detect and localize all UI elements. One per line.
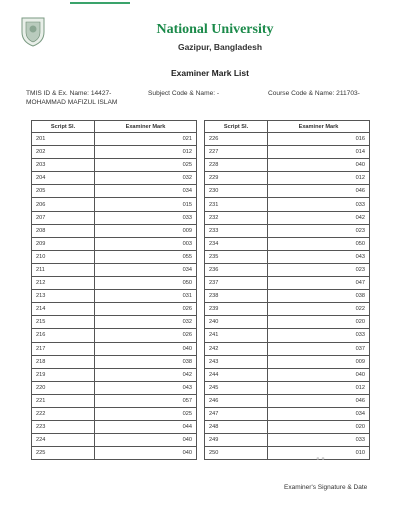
script-serial-cell: 213 [32,290,95,303]
table-row [205,407,370,420]
table-row [205,381,370,394]
table-row [32,434,197,447]
table-row [32,185,197,198]
table-row [205,198,370,211]
table-row [205,434,370,447]
column-header-script: Script Sl. [205,121,268,133]
examiner-mark-cell: 050 [95,277,197,290]
examiner-mark-cell: 038 [95,355,197,368]
script-serial-cell: 245 [205,381,268,394]
marks-table-left [31,120,197,460]
script-serial-cell: 205 [32,185,95,198]
table-row [205,290,370,303]
university-name: National University [156,22,274,37]
examiner-mark-cell: 025 [95,159,197,172]
examiner-mark-cell: 042 [95,368,197,381]
script-serial-cell: 232 [205,211,268,224]
script-serial-cell: 221 [32,394,95,407]
script-serial-cell: 229 [205,172,268,185]
examiner-mark-cell: 014 [268,146,370,159]
header-accent-line [70,2,130,4]
examiner-mark-cell: 034 [95,263,197,276]
table-row [32,250,197,263]
examiner-mark-cell: 009 [268,355,370,368]
examiner-mark-cell: 040 [95,342,197,355]
examiner-mark-cell: 057 [95,394,197,407]
table-row [205,159,370,172]
script-serial-cell: 239 [205,303,268,316]
script-serial-cell: 220 [32,381,95,394]
table-row [32,224,197,237]
script-serial-cell: 201 [32,133,95,146]
examiner-mark-cell: 026 [95,329,197,342]
script-serial-cell: 243 [205,355,268,368]
script-serial-cell: 209 [32,237,95,250]
examiner-mark-cell: 032 [95,172,197,185]
table-row [32,172,197,185]
script-serial-cell: 246 [205,394,268,407]
table-row [32,159,197,172]
examiner-mark-cell: 044 [95,421,197,434]
examiner-mark-cell: 046 [268,394,370,407]
script-serial-cell: 214 [32,303,95,316]
script-serial-cell: 242 [205,342,268,355]
table-row [32,316,197,329]
script-serial-cell: 210 [32,250,95,263]
column-header-mark: Examiner Mark [95,121,197,133]
table-row [205,303,370,316]
table-row [205,172,370,185]
examiner-mark-cell: 038 [268,290,370,303]
document-title: Examiner Mark List [171,68,249,78]
script-serial-cell: 244 [205,368,268,381]
table-row [32,133,197,146]
table-row [205,447,370,460]
script-serial-cell: 250 [205,447,268,460]
table-row [205,211,370,224]
column-header-script: Script Sl. [32,121,95,133]
script-serial-cell: 233 [205,224,268,237]
examiner-mark-cell: 034 [95,185,197,198]
examiner-mark-cell: 046 [268,185,370,198]
table-row [205,421,370,434]
script-serial-cell: 234 [205,237,268,250]
table-row [205,394,370,407]
table-row [32,303,197,316]
table-header-row [205,121,370,133]
script-serial-cell: 238 [205,290,268,303]
signature-label: Examiner's Signature & Date [284,484,368,491]
script-serial-cell: 248 [205,421,268,434]
script-serial-cell: 237 [205,277,268,290]
script-serial-cell: 241 [205,329,268,342]
examiner-mark-cell: 043 [95,381,197,394]
script-serial-cell: 236 [205,263,268,276]
script-serial-cell: 247 [205,407,268,420]
table-row [205,316,370,329]
script-serial-cell: 231 [205,198,268,211]
examiner-mark-cell: 012 [268,381,370,394]
examiner-mark-cell: 023 [268,263,370,276]
script-serial-cell: 227 [205,146,268,159]
table-row [32,277,197,290]
examiner-mark-cell: 010 [268,447,370,460]
examiner-mark-cell: 026 [95,303,197,316]
table-row [32,394,197,407]
script-serial-cell: 217 [32,342,95,355]
examiner-mark-cell: 037 [268,342,370,355]
examiner-mark-cell: 040 [268,159,370,172]
script-serial-cell: 230 [205,185,268,198]
script-serial-cell: 204 [32,172,95,185]
examiner-mark-cell: 012 [268,172,370,185]
examiner-mark-cell: 016 [268,133,370,146]
university-location: Gazipur, Bangladesh [177,42,263,52]
script-serial-cell: 235 [205,250,268,263]
table-row [32,447,197,460]
examiner-mark-cell: 034 [268,407,370,420]
examiner-mark-cell: 020 [268,421,370,434]
script-serial-cell: 224 [32,434,95,447]
examiner-mark-cell: 003 [95,237,197,250]
script-serial-cell: 249 [205,434,268,447]
examiner-mark-cell: 042 [268,211,370,224]
examiner-mark-cell: 023 [268,224,370,237]
examiner-mark-cell: 022 [268,303,370,316]
examiner-mark-cell: 021 [95,133,197,146]
examiner-mark-cell: 015 [95,198,197,211]
table-row [32,368,197,381]
script-serial-cell: 206 [32,198,95,211]
table-row [32,381,197,394]
faint-stamp: ● ● [316,456,325,462]
script-serial-cell: 207 [32,211,95,224]
table-row [205,224,370,237]
script-serial-cell: 225 [32,447,95,460]
course-info: Course Code & Name: 211703- [268,90,360,97]
table-row [32,329,197,342]
script-serial-cell: 222 [32,407,95,420]
marks-table-right [204,120,370,460]
table-row [205,250,370,263]
table-row [32,421,197,434]
examiner-mark-cell: 055 [95,250,197,263]
script-serial-cell: 226 [205,133,268,146]
tmis-info: TMIS ID & Ex. Name: 14427-MOHAMMAD MAFIZUL ISLAM [26,90,118,106]
table-row [205,368,370,381]
examiner-mark-cell: 025 [95,407,197,420]
table-row [205,342,370,355]
table-header-row [32,121,197,133]
table-row [32,407,197,420]
script-serial-cell: 219 [32,368,95,381]
table-row [205,329,370,342]
examiner-mark-cell: 033 [268,329,370,342]
table-row [205,237,370,250]
script-serial-cell: 211 [32,263,95,276]
script-serial-cell: 212 [32,277,95,290]
script-serial-cell: 216 [32,329,95,342]
table-row [205,133,370,146]
table-row [205,185,370,198]
examiner-mark-cell: 040 [95,447,197,460]
script-serial-cell: 223 [32,421,95,434]
script-serial-cell: 218 [32,355,95,368]
table-row [205,146,370,159]
examiner-mark-cell: 032 [95,316,197,329]
examiner-mark-cell: 009 [95,224,197,237]
column-header-mark: Examiner Mark [268,121,370,133]
table-row [32,342,197,355]
examiner-mark-cell: 031 [95,290,197,303]
script-serial-cell: 215 [32,316,95,329]
table-row [32,198,197,211]
script-serial-cell: 202 [32,146,95,159]
table-row [205,263,370,276]
table-row [205,277,370,290]
script-serial-cell: 203 [32,159,95,172]
examiner-mark-cell: 012 [95,146,197,159]
examiner-mark-cell: 047 [268,277,370,290]
examiner-mark-cell: 020 [268,316,370,329]
table-row [32,355,197,368]
script-serial-cell: 228 [205,159,268,172]
table-row [32,146,197,159]
examiner-mark-cell: 040 [268,368,370,381]
subject-info: Subject Code & Name: - [148,90,220,97]
examiner-mark-cell: 033 [268,434,370,447]
table-row [32,211,197,224]
examiner-mark-cell: 033 [95,211,197,224]
table-row [205,355,370,368]
script-serial-cell: 240 [205,316,268,329]
examiner-mark-cell: 050 [268,237,370,250]
examiner-mark-cell: 043 [268,250,370,263]
examiner-mark-cell: 033 [268,198,370,211]
script-serial-cell: 208 [32,224,95,237]
table-row [32,263,197,276]
table-row [32,290,197,303]
table-row [32,237,197,250]
examiner-mark-cell: 040 [95,434,197,447]
